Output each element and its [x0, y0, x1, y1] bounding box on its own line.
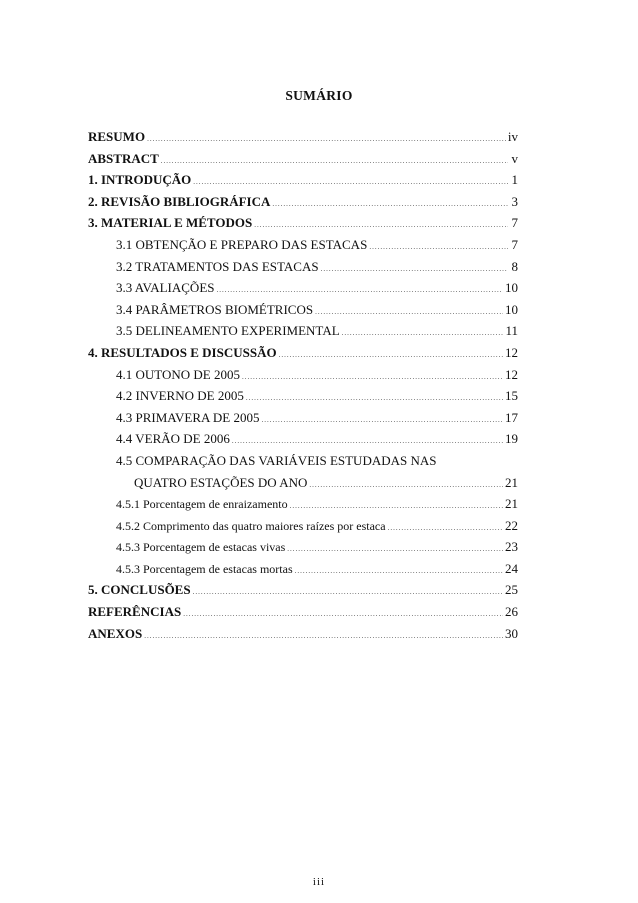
toc-entry-label: 1. INTRODUÇÃO: [88, 172, 192, 188]
dot-leader: [147, 135, 506, 143]
dot-leader: [388, 524, 503, 532]
dot-leader: [242, 373, 503, 381]
toc-entry-page: 25: [505, 582, 518, 598]
toc-entry-referencias[interactable]: [88, 604, 518, 626]
dot-leader: [144, 632, 503, 640]
toc-entry-4-3[interactable]: [88, 410, 518, 432]
dot-leader: [246, 394, 503, 402]
toc-entry-anexos[interactable]: [88, 626, 518, 648]
dot-leader: [295, 567, 503, 575]
toc-entry-label: 3.1 OBTENÇÃO E PREPARO DAS ESTACAS: [116, 236, 368, 252]
toc-entry-page: 3: [511, 193, 518, 209]
toc-entry-4-5-2[interactable]: [88, 518, 518, 540]
toc-entry-4-5-continuation[interactable]: [88, 475, 518, 497]
toc-entry-label: RESUMO: [88, 129, 146, 144]
toc-entry-label: 4.5.3 Porcentagem de estacas mortas: [116, 561, 293, 576]
toc-entry-resumo[interactable]: [88, 129, 518, 151]
dot-leader: [321, 265, 508, 273]
toc-entry-label: 4.1 OUTONO DE 2005: [116, 366, 240, 382]
dot-leader: [183, 610, 503, 618]
toc-entry-4-5-1[interactable]: [88, 496, 518, 518]
toc-entry-label: 4.4 VERÃO DE 2006: [116, 431, 230, 447]
toc-entry-label: 4.3 PRIMAVERA DE 2005: [116, 409, 260, 425]
toc-entry-page: 10: [505, 280, 518, 296]
toc-entry-revisao[interactable]: [88, 194, 518, 216]
toc-entry-label: 4.2 INVERNO DE 2005: [116, 388, 244, 404]
toc-entry-page: 7: [511, 215, 518, 231]
toc-entry-label: 4.5.2 Comprimento das quatro maiores raízes por estaca: [116, 518, 386, 533]
toc-entry-abstract[interactable]: [88, 151, 518, 173]
toc-entry-page: 22: [505, 517, 518, 533]
dot-leader: [315, 308, 503, 316]
dot-leader: [290, 502, 503, 510]
toc-entry-page: 19: [505, 431, 518, 447]
dot-leader: [193, 588, 503, 596]
page-title: SUMÁRIO: [285, 88, 353, 103]
toc-entry-page: 30: [505, 625, 518, 641]
toc-entry-label: 4.5 COMPARAÇÃO DAS VARIÁVEIS ESTUDADAS NAS: [116, 452, 437, 468]
dot-leader: [369, 243, 508, 251]
toc-entry-page: iv: [507, 129, 518, 144]
toc-entry-page: 21: [505, 474, 518, 490]
toc-entry-label: 5. CONCLUSÕES: [88, 582, 191, 598]
toc-entry-3-5[interactable]: [88, 323, 518, 345]
toc-entry-3-4[interactable]: [88, 302, 518, 324]
toc-entry-page: 10: [505, 301, 518, 317]
page-number: iii: [312, 876, 326, 888]
toc-entry-label: 3.3 AVALIAÇÕES: [116, 280, 215, 296]
toc-entry-page: 12: [505, 344, 518, 360]
toc-entry-page: 23: [505, 539, 518, 555]
toc-entry-page: 12: [505, 366, 518, 382]
toc-entry-4-4[interactable]: [88, 431, 518, 453]
toc-entry-label: QUATRO ESTAÇÕES DO ANO: [134, 474, 308, 490]
toc-entry-label: 2. REVISÃO BIBLIOGRÁFICA: [88, 193, 271, 209]
dot-leader: [262, 416, 503, 424]
toc-entry-label: ANEXOS: [88, 625, 143, 641]
dot-leader: [287, 545, 503, 553]
toc-entry-3-1[interactable]: [88, 237, 518, 259]
dot-leader: [342, 329, 504, 337]
toc-entry-page: 26: [505, 604, 518, 620]
toc-entry-material-metodos[interactable]: [88, 215, 518, 237]
toc-entry-label: 4.5.1 Porcentagem de enraizamento: [116, 497, 288, 512]
toc-entry-label: 3. MATERIAL E MÉTODOS: [88, 215, 253, 231]
toc-entry-label: REFERÊNCIAS: [88, 604, 182, 620]
toc-entry-page: 17: [505, 409, 518, 425]
toc-entry-label: 3.2 TRATAMENTOS DAS ESTACAS: [116, 258, 319, 274]
toc-entry-page: 24: [505, 560, 518, 576]
toc-entry-label: ABSTRACT: [88, 150, 159, 166]
dot-leader: [216, 286, 503, 294]
toc-entry-page: v: [511, 150, 518, 166]
table-of-contents: [88, 129, 518, 647]
toc-entry-conclusoes[interactable]: [88, 582, 518, 604]
dot-leader: [279, 351, 503, 359]
toc-entry-4-5-3-mortas[interactable]: [88, 561, 518, 583]
dot-leader: [309, 481, 503, 489]
toc-entry-4-5-3-vivas[interactable]: [88, 539, 518, 561]
toc-entry-resultados[interactable]: [88, 345, 518, 367]
dot-leader: [161, 157, 508, 165]
toc-entry-page: 11: [505, 323, 518, 339]
toc-entry-3-2[interactable]: [88, 259, 518, 281]
toc-entry-label: 4.5.3 Porcentagem de estacas vivas: [116, 540, 286, 555]
toc-entry-4-5[interactable]: [88, 453, 518, 475]
toc-entry-introducao[interactable]: [88, 172, 518, 194]
toc-entry-3-3[interactable]: [88, 280, 518, 302]
toc-entry-page: 7: [511, 236, 518, 252]
toc-entry-page: 8: [511, 258, 518, 274]
toc-entry-label: 3.5 DELINEAMENTO EXPERIMENTAL: [116, 323, 340, 339]
toc-entry-label: 3.4 PARÂMETROS BIOMÉTRICOS: [116, 301, 314, 317]
toc-entry-page: 21: [505, 496, 518, 512]
toc-entry-4-1[interactable]: [88, 367, 518, 389]
toc-entry-label: 4. RESULTADOS E DISCUSSÃO: [88, 344, 277, 360]
toc-entry-page: 1: [511, 172, 518, 188]
toc-entry-page: 15: [505, 388, 518, 404]
dot-leader: [193, 178, 508, 186]
dot-leader: [254, 221, 508, 229]
dot-leader: [272, 200, 508, 208]
dot-leader: [232, 437, 503, 445]
toc-entry-4-2[interactable]: [88, 388, 518, 410]
